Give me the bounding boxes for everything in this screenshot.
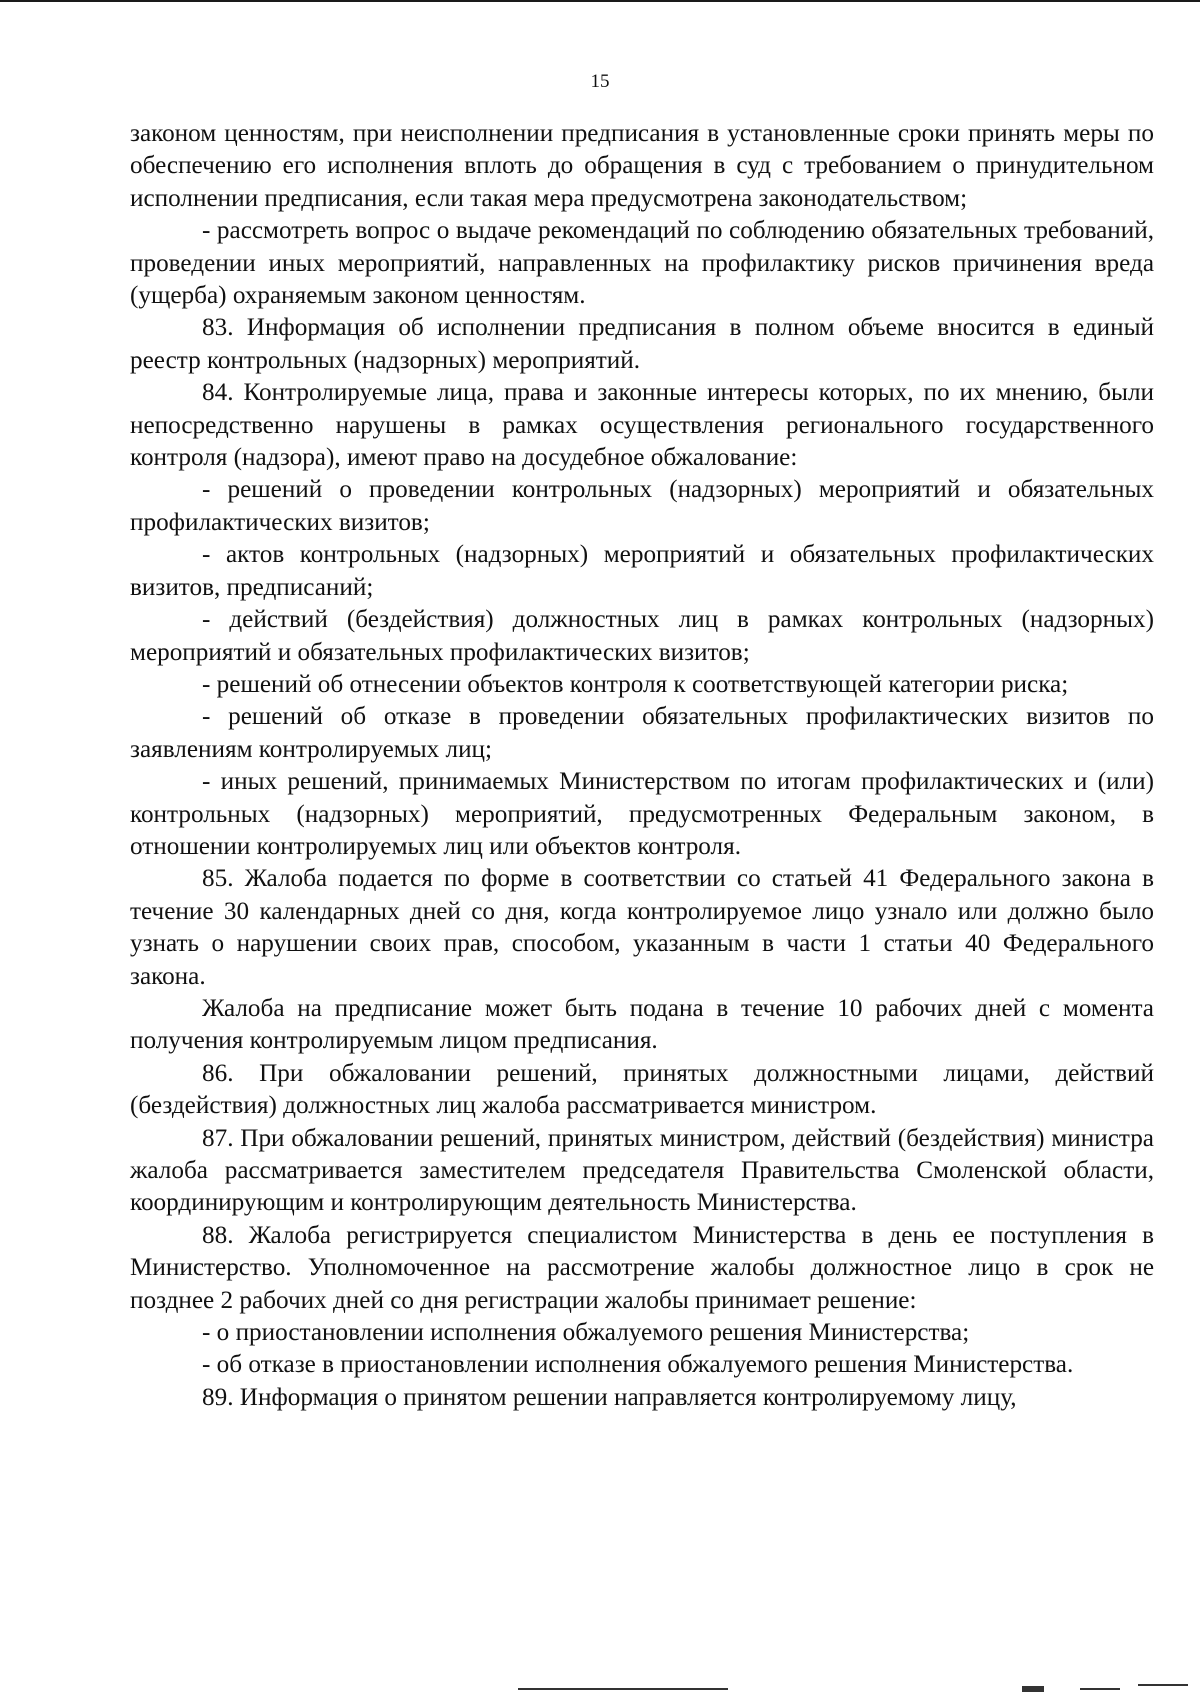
paragraph-83: 83. Информация об исполнении предписания в полном объеме вносится в единый реестр контрольных (надзорных) мероприятий. <box>130 314 1154 374</box>
scan-artifact <box>1138 1684 1188 1686</box>
list-item-other-decisions: - иных решений, принимаемых Министерством по итогам профилактических и (или) контрольных (надзорных) мероприятий, предусмотренных Федеральным законом, в отношении контролируемых лиц или объектов контроля. <box>130 768 1154 860</box>
paragraph-89: 89. Информация о принятом решении направляется контролируемому лицу, <box>202 1383 1017 1411</box>
list-item-actions: - действий (бездействия) должностных лиц в рамках контрольных (надзорных) мероприятий и обязательных профилактических визитов; <box>130 606 1154 666</box>
list-item-refusal: - решений об отказе в проведении обязательных профилактических визитов по заявлениям контролируемых лиц; <box>130 703 1154 763</box>
scan-artifact <box>518 1688 728 1690</box>
paragraph-85-prescription: Жалоба на предписание может быть подана в течение 10 рабочих дней с момента получения контролируемым лицом предписания. <box>130 994 1154 1055</box>
paragraph-recommendations: - рассмотреть вопрос о выдаче рекомендаций по соблюдению обязательных требований, проведении иных мероприятий, направленных на профилактику рисков причинения вреда (ущерба) охраняемым законом ценностям. <box>130 217 1154 310</box>
scan-artifact <box>1022 1686 1044 1692</box>
paragraph-85: 85. Жалоба подается по форме в соответствии со статьей 41 Федерального закона в течение 30 календарных дней со дня, когда контролируемое лицо узнало или должно было узнать о нарушении своих прав, способом, указанным в части 1 статьи 40 Федерального закона. <box>130 865 1154 990</box>
list-item-refusal-suspension: - об отказе в приостановлении исполнения обжалуемого решения Министерства. <box>202 1351 1074 1379</box>
top-edge-rule <box>0 0 1200 2</box>
list-item-decisions: - решений о проведении контрольных (надзорных) мероприятий и обязательных профилактических визитов; <box>130 476 1154 536</box>
paragraph-86: 86. При обжаловании решений, принятых должностными лицами, действий (бездействия) должностных лиц жалоба рассматривается министром. <box>130 1059 1154 1120</box>
list-item-acts: - актов контрольных (надзорных) мероприятий и обязательных профилактических визитов, предписаний; <box>130 541 1154 601</box>
paragraph-continuation: законом ценностям, при неисполнении предписания в установленные сроки принять меры по обеспечению его исполнения вплоть до обращения в суд с требованием о принудительном исполнении предписания, если такая мера предусмотрена законодательством; <box>130 120 1154 212</box>
list-item-risk-category: - решений об отнесении объектов контроля к соответствующей категории риска; <box>202 670 1069 698</box>
paragraph-88: 88. Жалоба регистрируется специалистом Министерства в день ее поступления в Министерство. Уполномоченное на рассмотрение жалобы должностное лицо в срок не позднее 2 рабочих дней со дня регистрации жалобы принимает решение: <box>130 1221 1154 1314</box>
scan-artifact <box>1080 1688 1120 1690</box>
document-body <box>130 118 1154 1414</box>
paragraph-87: 87. При обжаловании решений, принятых министром, действий (бездействия) министра жалоба рассматривается заместителем председателя Правительства Смоленской области, координирующим и контролирующим деятельность Министерства. <box>130 1124 1154 1217</box>
scan-artifacts <box>0 1678 1200 1702</box>
paragraph-84: 84. Контролируемые лица, права и законные интересы которых, по их мнению, были непосредственно нарушены в рамках осуществления регионального государственного контроля (надзора), имеют право на досудебное обжалование: <box>130 379 1154 472</box>
page-number: 15 <box>590 71 610 92</box>
list-item-suspension: - о приостановлении исполнения обжалуемого решения Министерства; <box>202 1319 970 1347</box>
